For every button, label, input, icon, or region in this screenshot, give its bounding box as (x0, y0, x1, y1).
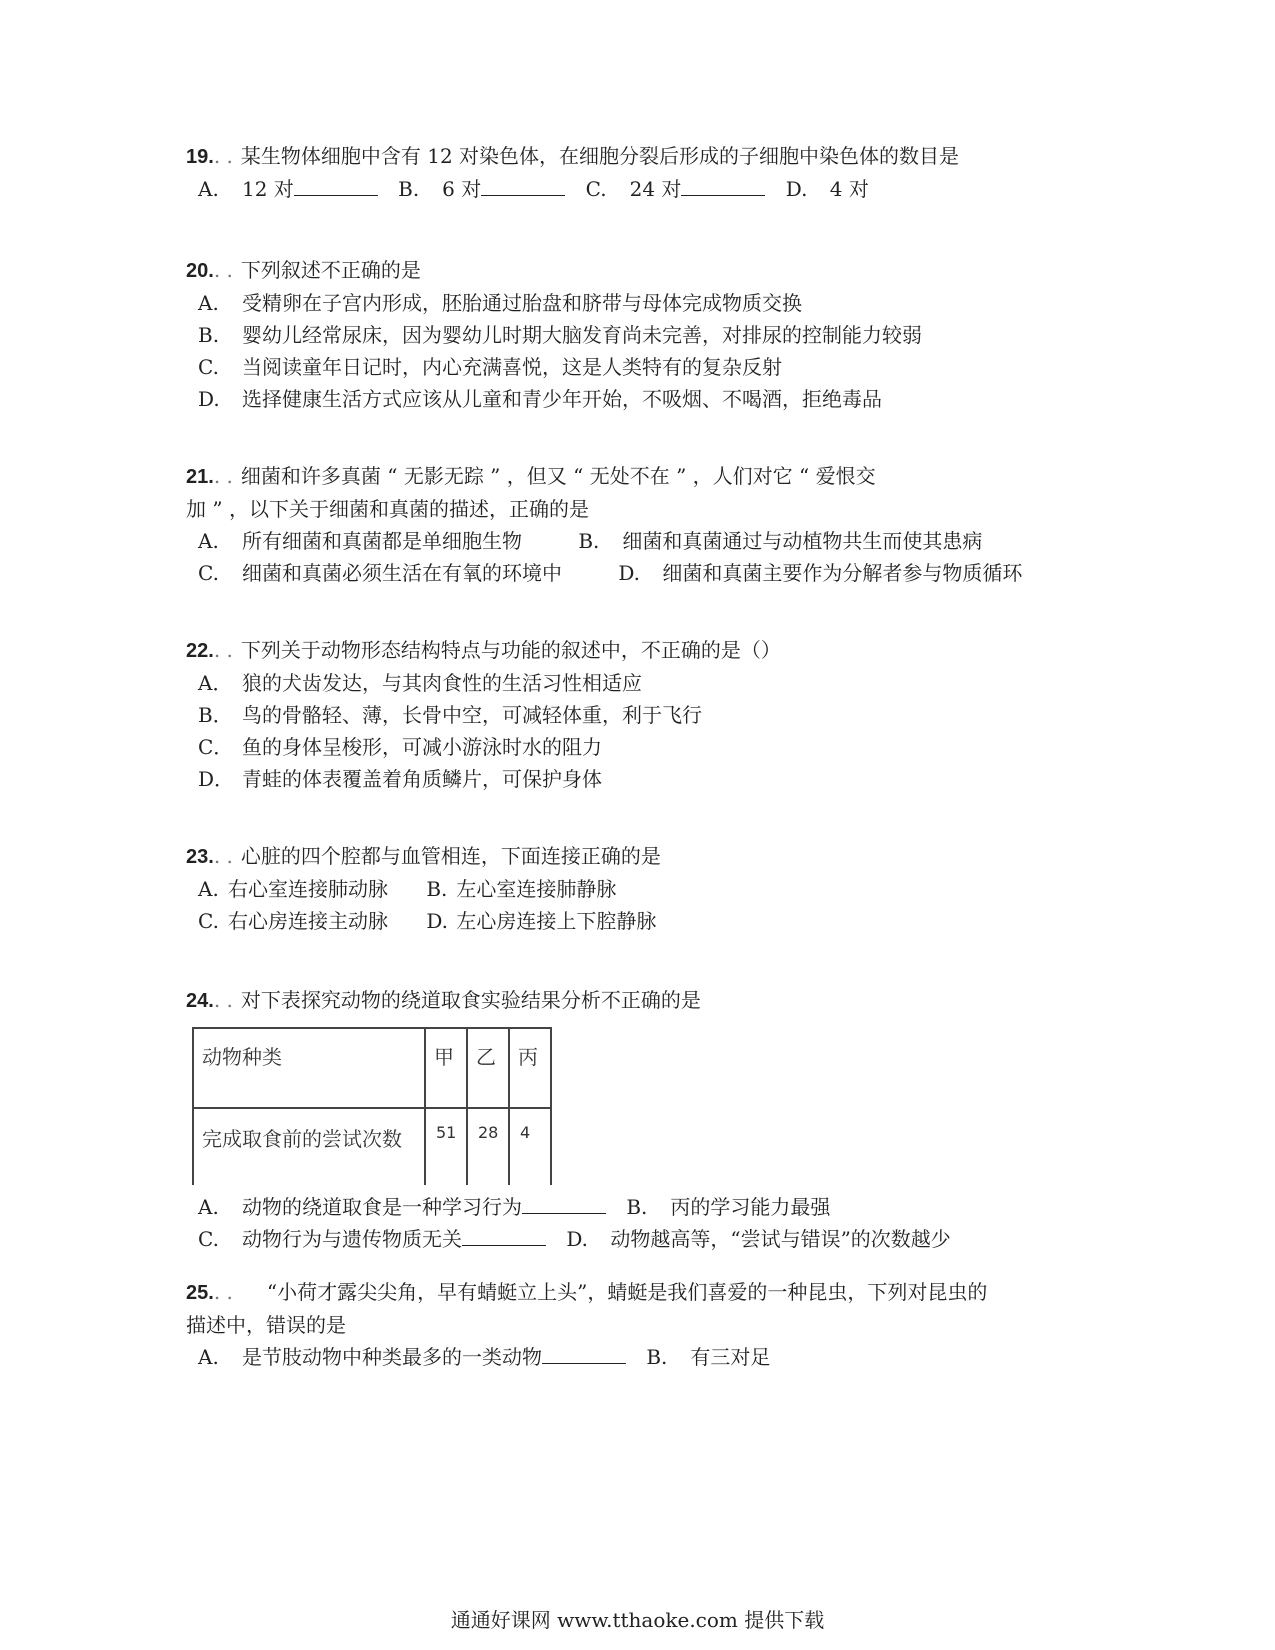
option-text: 动物越高等，“尝试与错误”的次数越少 (610, 1227, 951, 1251)
question-stem: 19.. . 某生物体细胞中含有 12 对染色体，在细胞分裂后形成的子细胞中染色体的数目是 (186, 144, 960, 168)
table-header-cell: 乙 (467, 1028, 509, 1108)
options-row-cd (186, 557, 1086, 589)
option-label: D. (198, 387, 220, 411)
option-text: 细菌和真菌通过与动植物共生而使其患病 (622, 529, 983, 553)
option-text: 6 对 (442, 177, 482, 201)
options-row-ab (186, 873, 1086, 905)
option-text: 狼的犬齿发达，与其肉食性的生活习性相适应 (242, 671, 642, 695)
question-number: 19. (186, 146, 214, 168)
question-19 (186, 140, 1086, 205)
option-label: C. (585, 177, 607, 201)
option-label: D. (618, 561, 641, 585)
experiment-table (192, 1027, 552, 1185)
option-label: B． (198, 703, 233, 727)
option-label: C． (198, 735, 234, 759)
question-stem: 22.. . 下列关于动物形态结构特点与功能的叙述中，不正确的是（） (186, 638, 781, 662)
option-text: 左心室连接肺静脉 (456, 877, 617, 901)
question-text-line1: “小荷才露尖尖角，早有蜻蜓立上头”，蜻蜓是我们喜爱的一种昆虫，下列对昆虫的 (266, 1280, 988, 1304)
option-label: A. (198, 1345, 219, 1369)
option-c (186, 731, 1086, 763)
question-24 (186, 984, 1086, 1255)
options-row-cd (186, 905, 1086, 937)
option-text: 24 对 (629, 177, 682, 201)
question-text: 某生物体细胞中含有 12 对染色体，在细胞分裂后形成的子细胞中染色体的数目是 (240, 144, 960, 168)
question-stem: 24.. . 对下表探究动物的绕道取食实验结果分析不正确的是 (186, 988, 701, 1012)
option-label: C. (198, 1227, 219, 1251)
option-label: A. (198, 1195, 219, 1219)
page-footer: 通通好课网 www.tthaoke.com 提供下载 (450, 1608, 825, 1632)
options-row-ab (186, 525, 1086, 557)
question-text: 对下表探究动物的绕道取食实验结果分析不正确的是 (240, 988, 701, 1012)
option-text: 受精卵在子宫内形成，胚胎通过胎盘和脐带与母体完成物质交换 (242, 291, 802, 315)
option-label: D. (426, 909, 449, 933)
question-stem: 20.. . 下列叙述不正确的是 (186, 258, 421, 282)
question-number: 25. (186, 1282, 214, 1304)
option-label: D． (198, 767, 235, 791)
option-text: 所有细菌和真菌都是单细胞生物 (242, 529, 522, 553)
option-label: C. (198, 909, 219, 933)
table-cell: 28 (467, 1108, 509, 1185)
answer-blank (462, 1227, 546, 1246)
option-text: 细菌和真菌必须生活在有氧的环境中 (242, 561, 562, 585)
question-22 (186, 634, 1086, 795)
table-header-row (193, 1028, 551, 1108)
option-a (186, 667, 1086, 699)
question-21 (186, 460, 1086, 589)
question-stem: 23.. . 心脏的四个腔都与血管相连，下面连接正确的是 (186, 844, 661, 868)
option-label: A. (198, 877, 219, 901)
table-cell: 51 (425, 1108, 467, 1185)
option-text: 是节肢动物中种类最多的一类动物 (242, 1345, 542, 1369)
question-text: 心脏的四个腔都与血管相连，下面连接正确的是 (240, 844, 661, 868)
option-b (186, 319, 1086, 351)
question-number: 23. (186, 846, 214, 868)
answer-blank (522, 1195, 606, 1214)
option-text: 右心室连接肺动脉 (228, 877, 388, 901)
question-number: 24. (186, 990, 214, 1012)
question-number: 22. (186, 640, 214, 662)
option-text: 丙的学习能力最强 (670, 1195, 831, 1219)
option-label: B. (646, 1345, 668, 1369)
option-label: B. (398, 177, 420, 201)
option-text: 动物行为与遗传物质无关 (242, 1227, 462, 1251)
question-25 (186, 1276, 1086, 1373)
option-text: 有三对足 (690, 1345, 771, 1369)
question-23 (186, 840, 1086, 937)
option-a (186, 287, 1086, 319)
option-text: 右心房连接主动脉 (228, 909, 388, 933)
question-number: 20. (186, 260, 214, 282)
option-text: 4 对 (829, 177, 869, 201)
option-text: 青蛙的体表覆盖着角质鳞片，可保护身体 (242, 767, 602, 791)
option-label: A． (198, 671, 233, 695)
table-header-cell: 丙 (509, 1028, 551, 1108)
question-text-line2: 加 ” ，以下关于细菌和真菌的描述，正确的是 (186, 497, 589, 521)
option-label: A. (198, 291, 219, 315)
question-stem: 25.. . “小荷才露尖尖角，早有蜻蜓立上头”，蜻蜓是我们喜爱的一种昆虫，下列对昆虫的 (186, 1280, 988, 1304)
option-text: 选择健康生活方式应该从儿童和青少年开始，不吸烟、不喝酒，拒绝毒品 (242, 387, 882, 411)
options-row-ab (186, 1341, 1086, 1373)
option-d (186, 763, 1086, 795)
question-text: 下列关于动物形态结构特点与功能的叙述中，不正确的是（） (240, 638, 781, 662)
option-text: 婴幼儿经常尿床，因为婴幼儿时期大脑发育尚未完善，对排尿的控制能力较弱 (242, 323, 922, 347)
table-header-cell: 动物种类 (193, 1028, 425, 1108)
option-label: B. (426, 877, 448, 901)
table-row-label: 完成取食前的尝试次数 (193, 1108, 425, 1185)
option-d (186, 383, 1086, 415)
option-label: D. (785, 177, 808, 201)
option-label: A. (198, 177, 219, 201)
option-text: 12 对 (242, 177, 294, 201)
table-row (193, 1108, 551, 1185)
option-label: A. (198, 529, 219, 553)
option-b (186, 699, 1086, 731)
option-label: B. (626, 1195, 648, 1219)
question-text-line1: 细菌和许多真菌 “ 无影无踪 ” ，但又 “ 无处不在 ” ，人们对它 “ 爱恨交 (240, 464, 876, 488)
answer-blank (681, 177, 765, 196)
question-text: 下列叙述不正确的是 (240, 258, 421, 282)
answer-blank (542, 1345, 626, 1364)
question-stem: 21.. . 细菌和许多真菌 “ 无影无踪 ” ，但又 “ 无处不在 ” ，人们对它 “ 爱恨交 (186, 464, 876, 488)
option-label: C. (198, 561, 219, 585)
option-text: 鱼的身体呈梭形，可减小游泳时水的阻力 (242, 735, 602, 759)
table-cell: 4 (509, 1108, 551, 1185)
option-text: 左心房连接上下腔静脉 (456, 909, 657, 933)
table-header-cell: 甲 (425, 1028, 467, 1108)
answer-blank (481, 177, 565, 196)
option-text: 当阅读童年日记时，内心充满喜悦，这是人类特有的复杂反射 (242, 355, 782, 379)
option-label: C. (198, 355, 219, 379)
answer-blank (294, 177, 378, 196)
option-label: D. (566, 1227, 589, 1251)
question-text-line2: 描述中，错误的是 (186, 1313, 346, 1337)
options-row-cd (186, 1223, 1086, 1255)
option-text: 动物的绕道取食是一种学习行为 (242, 1195, 522, 1219)
options-row (186, 173, 1086, 205)
options-row-ab (186, 1191, 1086, 1223)
question-number: 21. (186, 466, 214, 488)
option-label: B. (198, 323, 220, 347)
option-text: 鸟的骨骼轻、薄，长骨中空，可减轻体重，利于飞行 (242, 703, 702, 727)
option-label: B. (578, 529, 600, 553)
option-c (186, 351, 1086, 383)
question-20 (186, 254, 1086, 415)
option-text: 细菌和真菌主要作为分解者参与物质循环 (662, 561, 1023, 585)
